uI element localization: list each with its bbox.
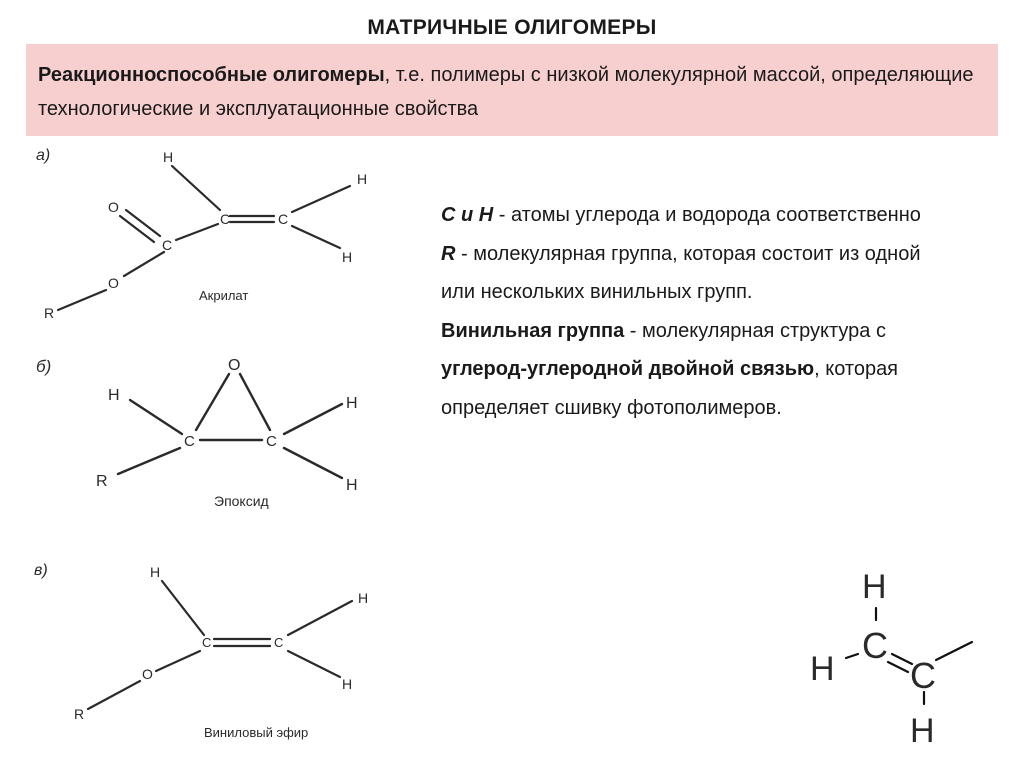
vinyl-ether-r: R (74, 706, 85, 722)
definition-text: , т.е. полимеры с низкой молекулярной массой, определяющие технологические и эксплуатационные свойства (38, 64, 974, 120)
acrylate-c1: C (220, 211, 231, 227)
vinyl-group-term: Винильная группа (441, 319, 625, 342)
explanation-p2 (441, 235, 921, 312)
double-bond-term: углерод-углеродной двойной связью (441, 358, 815, 380)
diagram-acrylate (24, 140, 424, 330)
acrylate-c2: C (278, 211, 289, 227)
vinyl-c-bottom: C (910, 655, 936, 696)
acrylate-h-right-bottom: H (342, 249, 353, 265)
explanation-p3-text1: - молекулярная структура с (624, 319, 886, 342)
epoxide-caption: Эпоксид (214, 493, 269, 509)
explanation-p1 (441, 196, 921, 235)
definition-term: Реакционноспособные олигомеры (38, 64, 385, 86)
epoxide-c-right: C (266, 433, 277, 450)
explanation-ch: С и Н (441, 204, 494, 226)
vinyl-ether-h-right-top: H (358, 590, 369, 606)
vinyl-h-top: H (862, 568, 887, 606)
explanation-p3 (441, 312, 921, 428)
acrylate-c3: C (162, 237, 173, 253)
vinyl-ether-c-right: C (274, 635, 284, 650)
epoxide-h-left: H (108, 387, 120, 404)
explanation-r: R (441, 242, 456, 265)
definition-box (26, 44, 998, 136)
vinyl-ether-h-right-bottom: H (342, 676, 353, 692)
slide-title: МАТРИЧНЫЕ ОЛИГОМЕРЫ (367, 16, 657, 39)
acrylate-o-ether: O (108, 275, 119, 291)
vinyl-ether-caption: Виниловый эфир (204, 725, 309, 740)
vinyl-h-left: H (810, 650, 835, 688)
vinyl-h-bottom: H (910, 712, 935, 750)
epoxide-h-right-top: H (346, 395, 358, 412)
diagram-b-letter: б) (36, 357, 52, 376)
vinyl-ether-c-left: C (202, 635, 212, 650)
epoxide-o: O (228, 357, 241, 374)
explanation-p3-text2: , которая определяет сшивку фотополимеров. (441, 358, 899, 419)
acrylate-caption: Акрилат (199, 288, 249, 303)
diagram-epoxide (24, 338, 424, 528)
acrylate-h-top: H (163, 149, 174, 165)
diagram-c-letter: в) (34, 562, 48, 579)
epoxide-r: R (96, 473, 108, 490)
diagram-vinyl-ether (24, 553, 424, 753)
acrylate-r: R (44, 305, 55, 321)
acrylate-o-carbonyl: O (108, 199, 119, 215)
explanation-p2-text: - молекулярная группа, которая состоит из одной или нескольких винильных групп. (441, 242, 921, 303)
epoxide-c-left: C (184, 433, 195, 450)
explanation-text (441, 196, 921, 427)
epoxide-h-right-bottom: H (346, 477, 358, 494)
diagram-a-letter: а) (36, 147, 51, 164)
explanation-p1-text: - атомы углерода и водорода соответственно (493, 204, 921, 226)
vinyl-ether-h-top: H (150, 564, 161, 580)
vinyl-ether-o: O (142, 666, 153, 682)
vinyl-group-structure (800, 562, 1000, 767)
acrylate-h-right-top: H (357, 171, 368, 187)
vinyl-c-top: C (862, 625, 888, 666)
